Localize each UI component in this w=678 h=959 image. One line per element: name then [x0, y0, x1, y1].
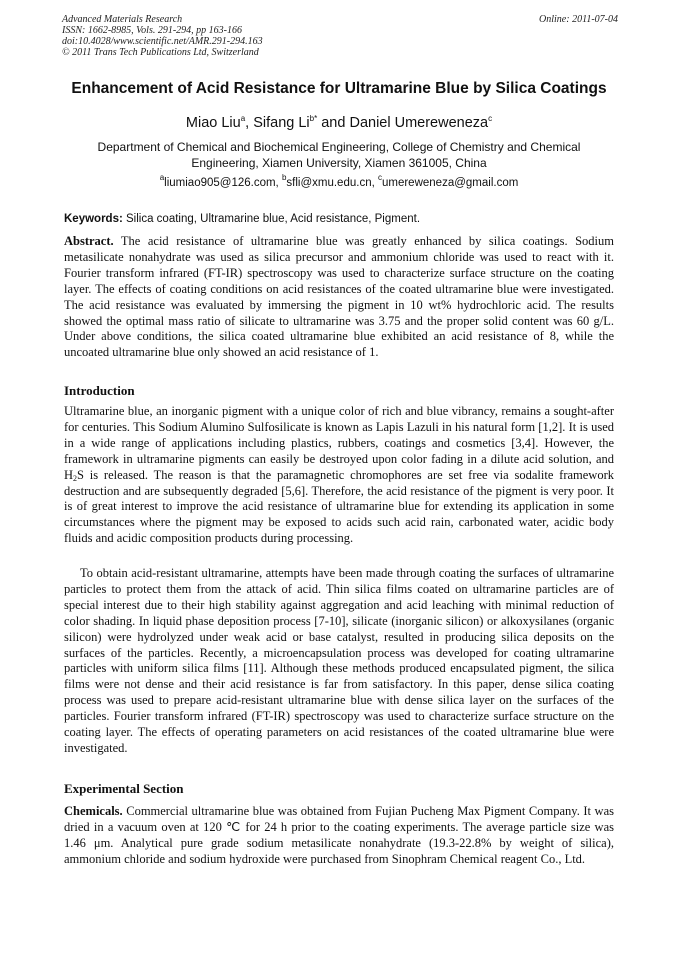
subscript: 2 [73, 473, 78, 483]
copyright-line: © 2011 Trans Tech Publications Ltd, Switzerland [62, 47, 259, 58]
introduction-paragraph-2: To obtain acid-resistant ultramarine, attempts have been made through coating the surfaces of ultramarine particles to protect them from the attack of acid. Thin silica films coated on ultramarine particles are of special interest due to their high stability against aggregation and acid leaching with minimal reduction of color shading. In liquid phase deposition process [7-10], silicate (inorganic silicon) or alkoxysilanes (organic silicon) were hydrolyzed under weak acid or base catalyst, resulted in producing silica deposits on the surfaces of the particles. Recently, a microencapsulation process was developed for coating ultramarine particles with uniform silica films [11]. Although these methods produced encapsulated pigment, the silica films were not dense and their acid resistance is far from satisfactory. In this paper, dense silica coating process was used to prepare acid-resistant ultramarine blue with dense silica layer on the surfaces of the particles. Fourier transform infrared (FT-IR) spectroscopy was used to characterize surface structure on the coating layer. The effects of operating parameters on acid resistances of the coated ultramarine blue were investigated. [64, 566, 614, 755]
keywords [64, 212, 616, 227]
author-emails [40, 175, 638, 191]
author-separator: , [245, 115, 254, 131]
author-list [40, 114, 638, 133]
author-superscript: c [488, 114, 493, 123]
affiliation [70, 139, 608, 171]
introduction-paragraph-1 [64, 404, 614, 547]
keywords-label: Keywords: [64, 213, 123, 225]
abstract-text: The acid resistance of ultramarine blue was greatly enhanced by silica coatings. Sodium metasilicate nonahydrate was used as silica precursor and ammonium chloride was used to react with it. Fourier transform infrared (FT-IR) spectroscopy was used to characterize surface structure on the coating layer. The effects of coating conditions on acid resistances of the coated ultramarine blue were investigated. The acid resistance was evaluated by immersing the pigment in 10 wt% hydrochloric acid. The results showed the optimal mass ratio of silicate to ultramarine was 3.75 and the proper solid content was 60 g/L. Under above conditions, the silica coated ultramarine blue exhibited an acid resistance of 8, while the uncoated ultramarine blue only showed an acid resistance of 1. [64, 234, 614, 360]
online-date: Online: 2011-07-04 [539, 14, 618, 25]
author-superscript: a [240, 114, 246, 123]
email-address: umereweneza@gmail.com [381, 177, 519, 189]
affiliation-line: Department of Chemical and Biochemical Engineering, College of Chemistry and Chemical [97, 140, 581, 154]
abstract-label: Abstract. [64, 234, 114, 248]
email-superscript: c [377, 173, 382, 182]
paragraph-text: Ultramarine blue, an inorganic pigment with a unique color of rich and blue vibrancy, remains a sought-after for centuries. This Sodium Alumino Sulfosilicate is known as Lapis Lazuli in his natural form [1,2]. It is used in a wide range of applications including plastics, rubbers, coatings and cosmetics [3,4]. However, the framework in ultramarine pigments can easily be destroyed upon color fading in a dilute acid solution, and H [64, 404, 614, 482]
chemicals-text: Commercial ultramarine blue was obtained from Fujian Pucheng Max Pigment Company. It was dried in a vacuum oven at 120 ℃ for 24 h prior to the coating experiments. The average particle size was 1.46 μm. Analytical pure grade sodium metasilicate nonahydrate (19.3-22.8% by weight of silica), ammonium chloride and sodium hydroxide were purchased from Sinophram Chemical reagent Co., Ltd. [64, 804, 614, 866]
introduction-heading: Introduction [64, 383, 135, 398]
journal-name: Advanced Materials Research [62, 14, 183, 25]
affiliation-line: Engineering, Xiamen University, Xiamen 361005, China [191, 156, 487, 170]
email-superscript: a [159, 173, 165, 182]
keywords-text: Silica coating, Ultramarine blue, Acid resistance, Pigment. [122, 213, 421, 225]
paragraph-text: S is released. The reason is that the paramagnetic chromophores are set free via sodalite framework destruction and are subsequently degraded [5,6]. Therefore, the acid resistance of the pigment is very poor. It is of great interest to improve the acid resistance of ultramarine blue for extending its application in some circumstances where the pigment may be exposed to acids such acid rain, carbonated water, acidic body fluids and acidic composition products during processing. [64, 467, 614, 546]
journal-header [62, 14, 618, 58]
author-separator: and [317, 115, 350, 131]
author-name: Daniel Umereweneza [349, 115, 489, 131]
author-name: Miao Liu [185, 115, 241, 131]
issn-line: ISSN: 1662-8985, Vols. 291-294, pp 163-166 [62, 25, 242, 36]
email-address: liumiao905@126.com, [164, 177, 282, 189]
chemicals-label: Chemicals. [64, 804, 123, 818]
doi-line: doi:10.4028/www.scientific.net/AMR.291-294.163 [62, 36, 263, 47]
email-superscript: b [281, 173, 287, 182]
abstract [64, 234, 614, 361]
chemicals-paragraph [64, 804, 614, 868]
email-address: sfli@xmu.edu.cn, [286, 177, 378, 189]
author-name: Sifang Li [253, 115, 310, 131]
author-superscript: b* [309, 114, 318, 123]
experimental-heading: Experimental Section [64, 781, 184, 796]
paper-title: Enhancement of Acid Resistance for Ultramarine Blue by Silica Coatings [71, 80, 607, 97]
